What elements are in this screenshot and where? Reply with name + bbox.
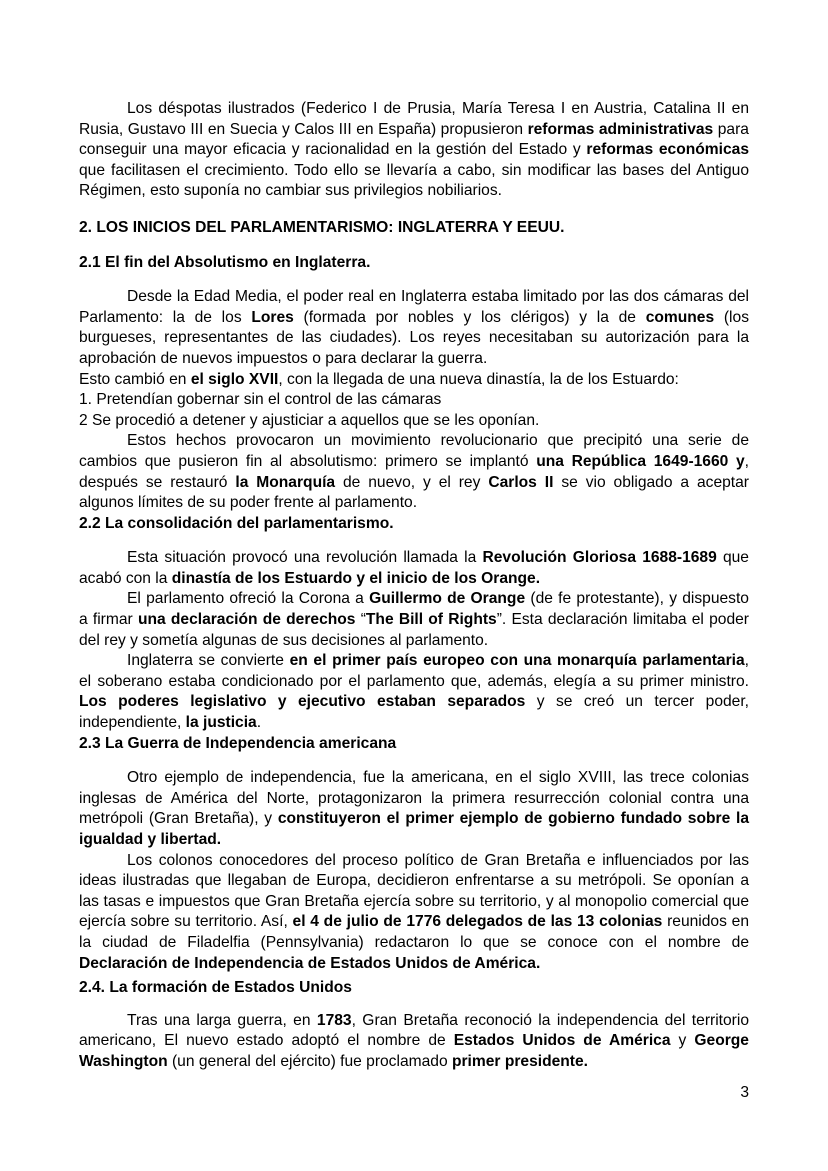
s23-paragraph-2: Los colonos conocedores del proceso político de Gran Bretaña e influenciados por las ideas ilustradas que llegaban de Europa, decidieron enfrentarse a su metrópoli. Se oponían a las tasas e impuestos que Gran Bretaña ejercía sobre su territorio, y al monopolio comercial que ejercía sobre su territorio. Así, el 4 de julio de 1776 delegados de las 13 colonias reunidos en la ciudad de Filadelfia (Pennsylvania) redactaron lo que se conoce con el nombre de Declaración de Independencia de Estados Unidos de América. [79, 851, 749, 972]
s24-paragraph-1: Tras una larga guerra, en 1783, Gran Bretaña reconoció la independencia del territorio americano, El nuevo estado adoptó el nombre de Estados Unidos de América y George Washington (un general del ejército) fue proclamado primer presidente. [79, 1011, 749, 1070]
s21-list-item-1: 1. Pretendían gobernar sin el control de las cámaras [79, 391, 442, 409]
document-page [79, 99, 749, 1073]
s21-paragraph-3: Estos hechos provocaron un movimiento revolucionario que precipitó una serie de cambios que pusieron fin al absolutismo: primero se implantó una República 1649-1660 y, después se restauró la Monarquía de nuevo, y el rey Carlos II se vio obligado a aceptar algunos límites de su poder frente al parlamento. [79, 432, 749, 512]
section-2-4-heading: 2.4. La formación de Estados Unidos [79, 979, 352, 997]
s22-paragraph-1: Esta situación provocó una revolución llamada la Revolución Gloriosa 1688-1689 que acabó con la dinastía de los Estuardo y el inicio de los Orange. [79, 549, 749, 587]
s21-paragraph-2: Esto cambió en el siglo XVII, con la llegada de una nueva dinastía, la de los Estuardo: [79, 370, 679, 388]
section-2-1-heading: 2.1 El fin del Absolutismo en Inglaterra. [79, 253, 371, 271]
page-number: 3 [740, 1084, 749, 1101]
section-2-2-heading: 2.2 La consolidación del parlamentarismo. [79, 514, 394, 532]
s21-list-item-2: 2 Se procedió a detener y ajusticiar a aquellos que se les oponían. [79, 411, 540, 429]
s23-paragraph-1: Otro ejemplo de independencia, fue la americana, en el siglo XVIII, las trece colonias inglesas de América del Norte, protagonizaron la primera resurrección colonial contra una metrópoli (Gran Bretaña), y constituyeron el primer ejemplo de gobierno fundado sobre la igualdad y libertad. [79, 769, 749, 848]
section-2-3-heading: 2.3 La Guerra de Independencia americana [79, 734, 397, 752]
intro-paragraph: Los déspotas ilustrados (Federico I de Prusia, María Teresa I en Austria, Catalina II en Rusia, Gustavo III en Suecia y Calos III en España) propusieron reformas administrativas para conseguir una mayor eficacia y racionalidad en la gestión del Estado y reformas económicas que facilitasen el crecimiento. Todo ello se llevaría a cabo, sin modificar las bases del Antiguo Régimen, esto suponía no cambiar sus privilegios nobiliarios. [79, 100, 749, 200]
s22-paragraph-2: El parlamento ofreció la Corona a Guillermo de Orange (de fe protestante), y dispuesto a firmar una declaración de derechos “The Bill of Rights”. Esta declaración limitaba el poder del rey y sometía algunas de sus decisiones al parlamento. [79, 590, 749, 649]
s22-paragraph-3: Inglaterra se convierte en el primer país europeo con una monarquía parlamentaria, el soberano estaba condicionado por el parlamento que, además, elegía a su primer ministro. Los poderes legislativo y ejecutivo estaban separados y se creó un tercer poder, independiente, la justicia. [79, 652, 750, 732]
section-2-heading: 2. LOS INICIOS DEL PARLAMENTARISMO: INGLATERRA Y EEUU. [79, 218, 565, 236]
s21-paragraph-1: Desde la Edad Media, el poder real en Inglaterra estaba limitado por las dos cámaras del Parlamento: la de los Lores (formada por nobles y los clérigos) y la de comunes (los burgueses, representantes de las ciudades). Los reyes necesitaban su autorización para la aprobación de nuevos impuestos o para declarar la guerra. [79, 288, 749, 367]
